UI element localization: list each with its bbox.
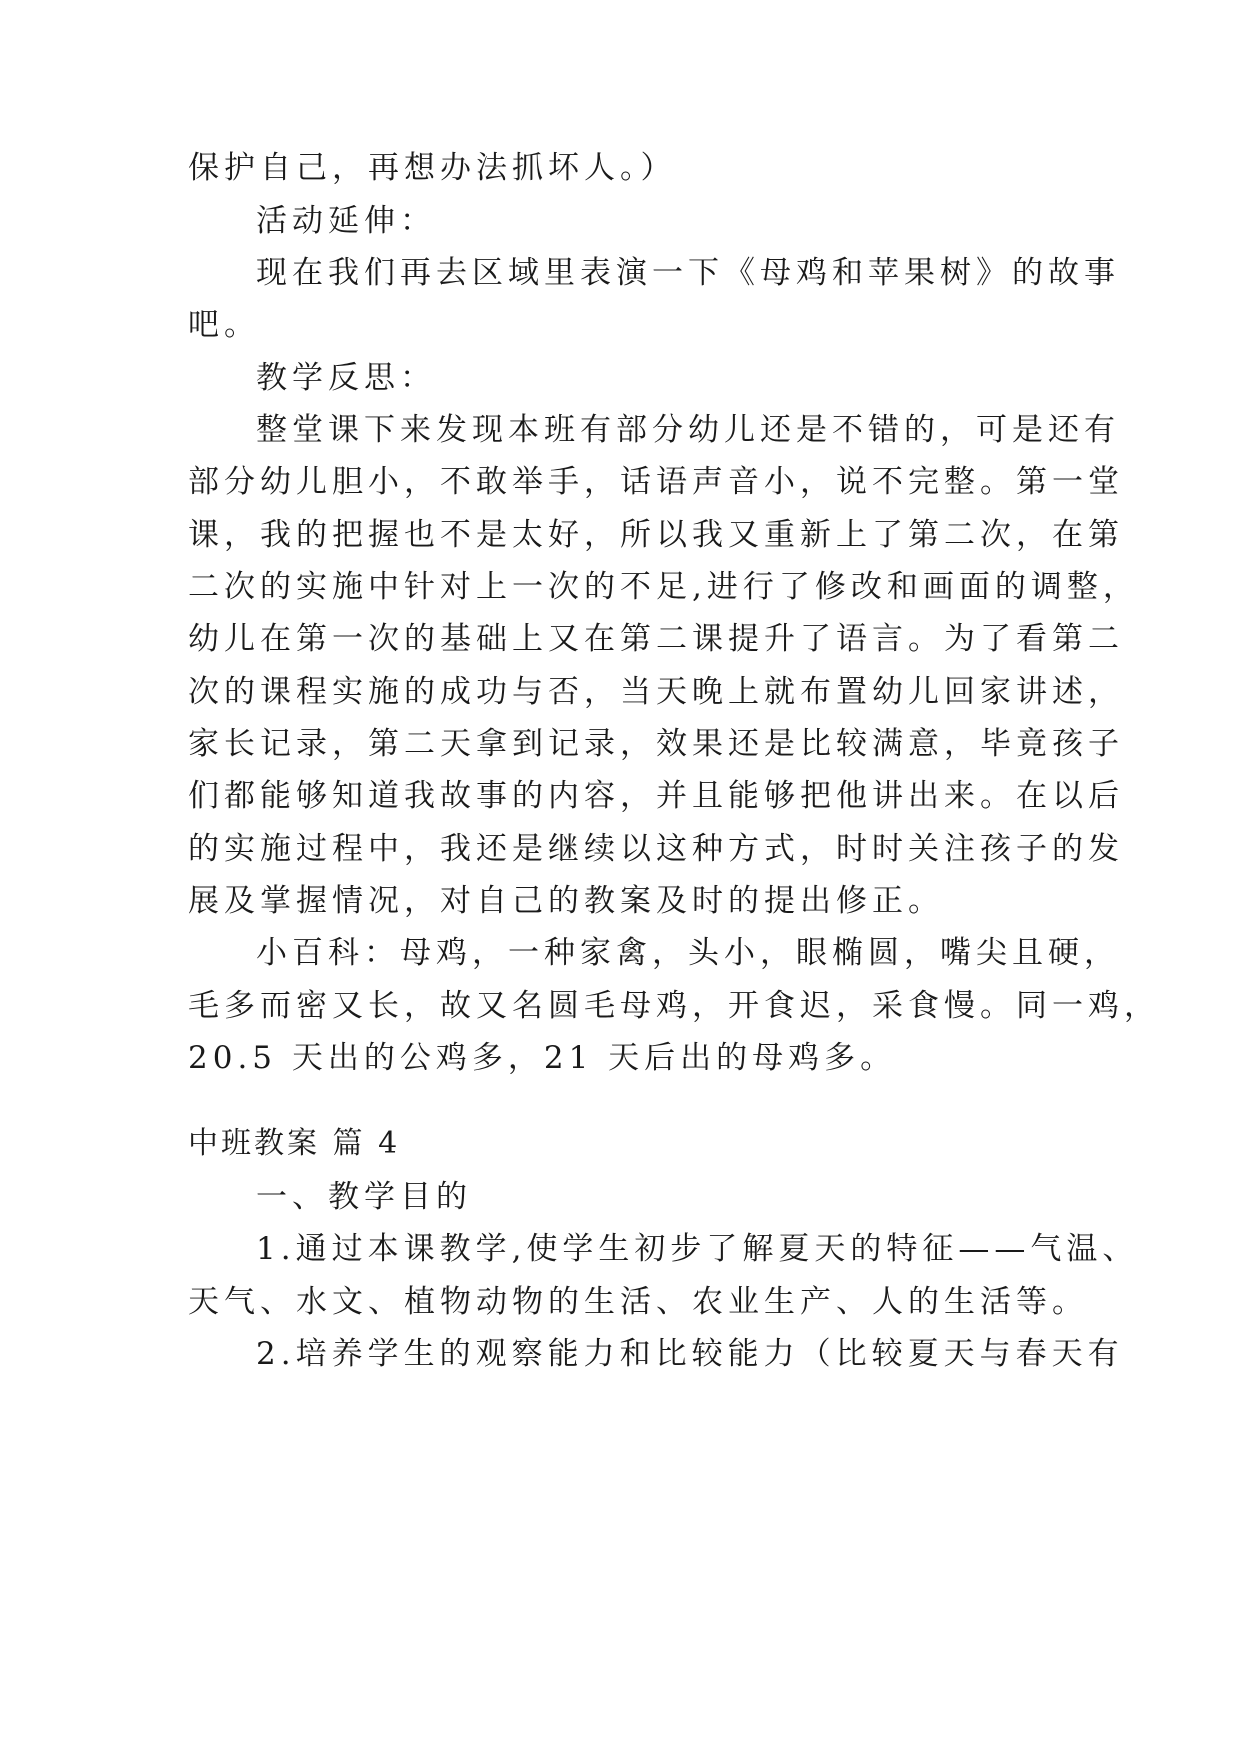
text-line: 2.培养学生的观察能力和比较能力（比较夏天与春天有 [256, 1336, 1124, 1372]
text-line: 们都能够知道我故事的内容，并且能够把他讲出来。在以后 [188, 778, 1124, 814]
text-line: 次的课程实施的成功与否，当天晚上就布置幼儿回家讲述， [188, 674, 1124, 710]
text-line: 一、教学目的 [256, 1179, 472, 1215]
section-label-activity-extension: 活动延伸： [256, 203, 436, 239]
text-line: 家长记录，第二天拿到记录，效果还是比较满意，毕竟孩子 [188, 726, 1124, 762]
text-line: 20.5 天出的公鸡多，21 天后出的母鸡多。 [188, 1040, 897, 1076]
text-line: 保护自己，再想办法抓坏人。） [188, 150, 677, 186]
text-line: 整堂课下来发现本班有部分幼儿还是不错的，可是还有 [256, 412, 1120, 448]
text-line: 毛多而密又长，故又名圆毛母鸡，开食迟，采食慢。同一鸡， [188, 988, 1160, 1024]
text-line: 课，我的把握也不是太好，所以我又重新上了第二次，在第 [188, 517, 1124, 553]
text-line: 展及掌握情况，对自己的教案及时的提出修正。 [188, 883, 944, 919]
text-line: 小百科：母鸡，一种家禽，头小，眼椭圆，嘴尖且硬， [256, 935, 1120, 971]
text-line: 现在我们再去区域里表演一下《母鸡和苹果树》的故事 [256, 255, 1120, 291]
text-line: 天气、水文、植物动物的生活、农业生产、人的生活等。 [188, 1284, 1088, 1320]
text-line: 的实施过程中，我还是继续以这种方式，时时关注孩子的发 [188, 831, 1124, 867]
text-line: 吧。 [188, 307, 260, 343]
section-label-teaching-reflection: 教学反思： [256, 360, 436, 396]
text-line: 1.通过本课教学,使学生初步了解夏天的特征——气温、 [256, 1231, 1139, 1267]
text-line: 二次的实施中针对上一次的不足,进行了修改和画面的调整， [188, 569, 1139, 605]
text-line: 部分幼儿胆小，不敢举手，话语声音小，说不完整。第一堂 [188, 464, 1124, 500]
text-line: 幼儿在第一次的基础上又在第二课提升了语言。为了看第二 [188, 621, 1124, 657]
section-heading: 中班教案 篇 4 [188, 1126, 401, 1161]
